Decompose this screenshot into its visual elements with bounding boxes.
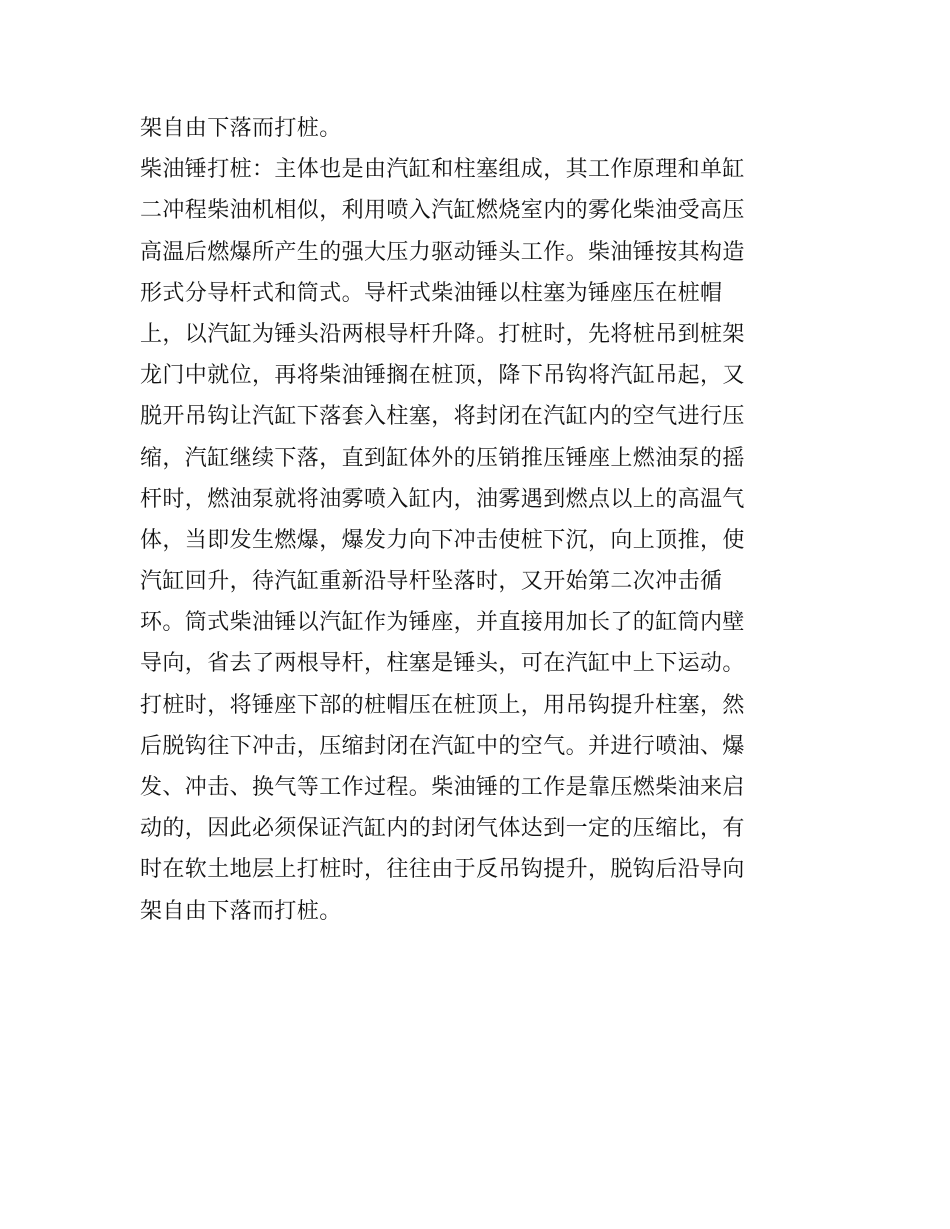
- text-line: 二冲程柴油机相似，利用喷入汽缸燃烧室内的雾化柴油受高压: [140, 198, 745, 224]
- text-line: 汽缸回升，待汽缸重新沿导杆坠落时，又开始第二次冲击循: [140, 569, 723, 595]
- text-line: 龙门中就位，再将柴油锤搁在桩顶，降下吊钩将汽缸吊起，又: [140, 363, 745, 389]
- text-line: 架自由下落而打桩。: [140, 116, 342, 141]
- text-line: 脱开吊钩让汽缸下落套入柱塞，将封闭在汽缸内的空气进行压: [140, 404, 745, 430]
- text-line: 形式分导杆式和筒式。导杆式柴油锤以柱塞为锤座压在桩帽: [140, 280, 723, 306]
- text-line: 体，当即发生燃爆，爆发力向下冲击使桩下沉，向上顶推，使: [140, 527, 745, 553]
- text-line: 柴油锤打桩：主体也是由汽缸和柱塞组成，其工作原理和单缸: [140, 157, 745, 183]
- text-line: 缩，汽缸继续下落，直到缸体外的压销推压锤座上燃油泵的摇: [140, 445, 745, 471]
- text-line: 高温后燃爆所产生的强大压力驱动锤头工作。柴油锤按其构造: [140, 239, 745, 265]
- text-line: 环。筒式柴油锤以汽缸作为锤座，并直接用加长了的缸筒内壁: [140, 610, 745, 636]
- text-line: 上，以汽缸为锤头沿两根导杆升降。打桩时，先将桩吊到桩架: [140, 321, 745, 347]
- text-line: 后脱钩往下冲击，压缩封闭在汽缸中的空气。并进行喷油、爆: [140, 733, 745, 759]
- text-line: 时在软土地层上打桩时，往往由于反吊钩提升，脱钩后沿导向: [140, 857, 745, 883]
- text-line: 发、冲击、换气等工作过程。柴油锤的工作是靠压燃柴油来启: [140, 775, 745, 800]
- text-line: 动的，因此必须保证汽缸内的封闭气体达到一定的压缩比，有: [140, 816, 745, 842]
- text-line: 架自由下落而打桩。: [140, 898, 342, 924]
- text-line: 导向，省去了两根导杆，柱塞是锤头，可在汽缸中上下运动。: [140, 651, 745, 677]
- text-line: 杆时，燃油泵就将油雾喷入缸内，油雾遇到燃点以上的高温气: [140, 486, 745, 512]
- body-text: [140, 108, 820, 932]
- text-line: 打桩时，将锤座下部的桩帽压在桩顶上，用吊钩提升柱塞，然: [140, 692, 745, 718]
